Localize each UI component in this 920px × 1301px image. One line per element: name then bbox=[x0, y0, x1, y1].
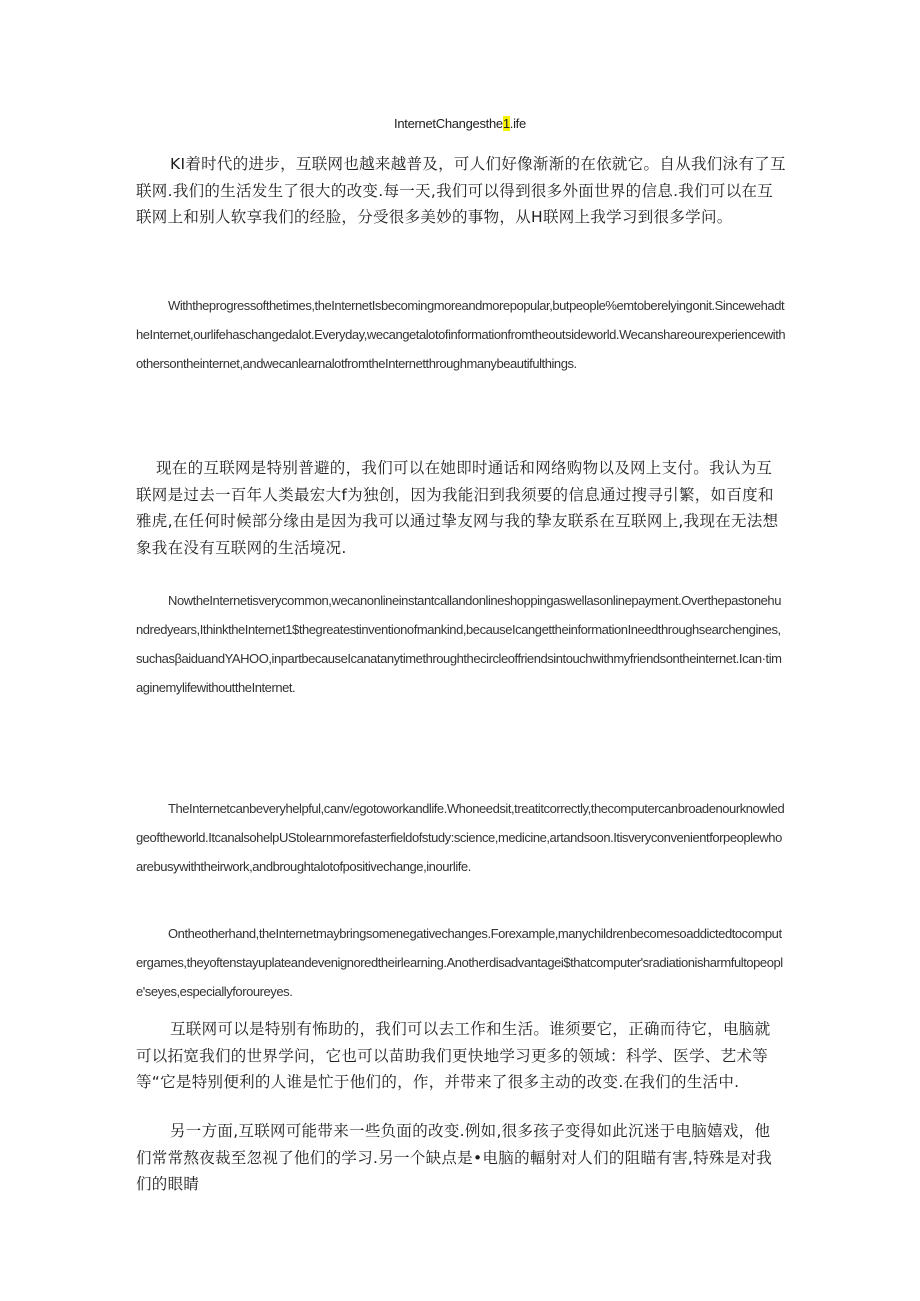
paragraph-en-4: Ontheotherhand,theInternetmaybringsomenegativechanges.Forexample,manychildrenbecomesoaddictedtocomputergames,theyoftenstayuplateandevenignoredtheirlearning.Anotherdisadvantagei$thatcomputer'sradiationisharmfultopeople'seyes,especiallyforoureyes. bbox=[136, 926, 783, 999]
paragraph-zh-2: 现在的互联网是特别普避的，我们可以在她即时通话和网络购物以及网上支付。我认为互联网是过去一百年人类最宏大f为独创，因为我能汨到我须要的信息通过搜寻引繁，如百度和雅虎,在任何时候部分缘由是因为我可以通过挚友网与我的挚友联系在互联网上,我现在无法想象我在没有互联网的生活境况. bbox=[136, 459, 779, 557]
paragraph-zh-1: KI着时代的进步，互联网也越来越普及，可人们好像渐渐的在依就它。自从我们泳有了互联网.我们的生活发生了很大的改变.每一天,我们可以得到很多外面世界的信息.我们可以在互联网上和别人软享我们的经脸，分受很多美妙的事物，从H联网上我学习到很多学问。 bbox=[136, 155, 786, 226]
title-text-end: .ife bbox=[509, 116, 526, 131]
paragraph-zh-4: 另一方面,互联网可能带来一些负面的改变.例如,很多孩子变得如此沉迷于电脑嬉戏，他们常常熬夜裁至忽视了他们的学习.另一个缺点是•电脑的輻射对人们的阻瞄有害,特殊是对我们的眼睛 bbox=[136, 1122, 773, 1193]
title-text-start: InternetChangesthe bbox=[394, 116, 503, 131]
paragraph-en-1: Withtheprogressofthetimes,theInternetIsbecomingmoreandmorepopular,butpeople%emtoberelyingonit.SincewehadtheInternet,ourlifehaschangedalot.Everyday,wecangetalotofinformationfromtheoutsideworld.Wecanshareourexperiencewithothersontheinternet,andwecanlearnalotfromtheInternetthroughmanybeautifulthings. bbox=[136, 298, 786, 371]
document-title bbox=[0, 116, 920, 131]
paragraph-en-2: NowtheInternetisverycommon,wecanonlineinstantcallandonlineshoppingaswellasonlinepayment.Overthepastonehundredyears,IthinktheInternet1$thegreatestinventionofmankind,becauseIcangettheinformationIneedthroughsearchengines,suchasβaiduandYAHOO,inpartbecauseIcanatanytimethroughthecircleoffriendsintouchwithmyfriendsontheinternet.Ican·timaginemylifewithouttheInternet. bbox=[136, 593, 782, 695]
paragraph-zh-3: 互联网可以是特别有怖助的，我们可以去工作和生活。谁须要它，正确而待它，电脑就可以拓宽我们的世界学问，它也可以苗助我们更快地学习更多的领域：科学、医学、艺术等等“它是特别便利的人谁是忙于他们的，作，并带来了很多主动的改变.在我们的生活中. bbox=[136, 1020, 771, 1091]
title-highlight: 1 bbox=[502, 116, 510, 131]
paragraph-en-3: TheInternetcanbeveryhelpful,canv/egotoworkandlife.Whoneedsit,treatitcorrectly,thecomputercanbroadenourknowledgeoftheworld.ItcanalsohelpUStolearnmorefasterfieldofstudy:science,medicine,artandsoon.Itisveryconvenientforpeoplewhoarebusywiththeirwork,andbroughtalotofpositivechange,inourlife. bbox=[136, 801, 785, 874]
